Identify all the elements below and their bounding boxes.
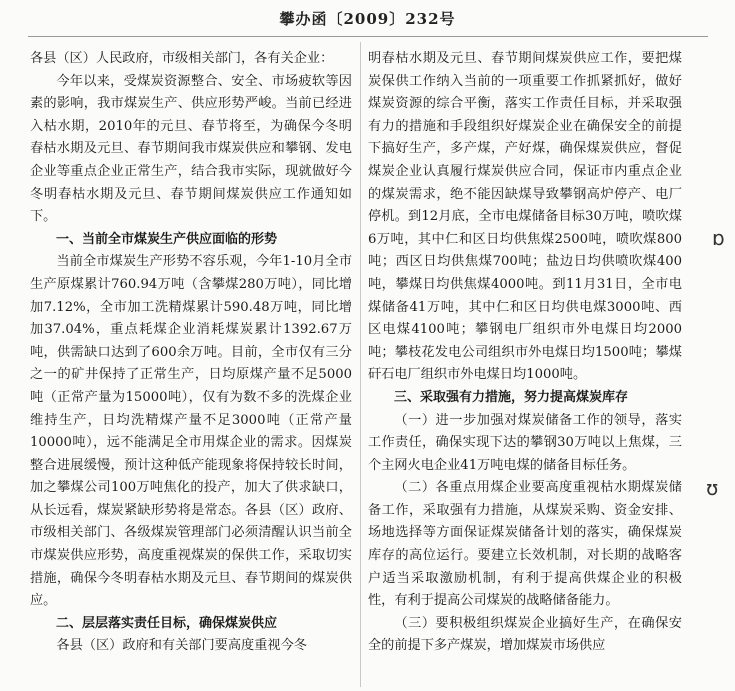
margin-mark-2: ʊ xyxy=(706,476,719,500)
section-heading-3: 三、采取强有力措施，努力提高煤炭库存 xyxy=(394,389,629,405)
section-2-paragraph-cont: 明春枯水期及元旦、春节期间煤炭供应工作，要把煤炭保供工作纳入当前的一项重要工作抓紧抓好，做好煤炭资源的综合平衡，落实工作责任目标，并采取强有力的措施和手段组织好煤炭企业在确保安全的前提下搞好生产，多产煤，产好煤，确保煤炭供应，督促煤炭企业认真履行煤炭供应合同，保证市内重点企业的煤炭需求，绝不能因缺煤导致攀钢高炉停产、电厂停机。到12月底，全市电煤储备目标30万吨，喷吹煤6万吨，其中仁和区日均供焦煤2500吨，喷吹煤800吨；西区日均供焦煤700吨；盐边日均供喷吹煤400吨，攀煤日均供焦煤4000吨。到11月31日，全市电煤储备41万吨，其中仁和区日均供电煤3000吨、西区电煤4100吨；攀钢电厂组织市外电煤日均2000吨；攀枝花发电公司组织市外电煤日均1500吨；攀煤矸石电厂组织市外电煤日均1000吨。 xyxy=(368,51,682,383)
document-number: 攀办函〔2009〕232号 xyxy=(279,10,456,28)
section-heading-2: 二、层层落实责任目标，确保煤炭供应 xyxy=(56,615,278,631)
section-3-item-2: （二）各重点用煤企业要高度重视枯水期煤炭储备工作，采取强有力措施，从煤炭采购、资金安排、场地选择等方面保证煤炭储备计划的落实，确保煤炭库存的高位运行。要建立长效机制，对长期的战略客户适当采取激励机制，有利于提高供煤企业的积极性，有利于提高公司煤炭的战略储备能力。 xyxy=(368,480,682,609)
section-3-item-1: （一）进一步加强对煤炭储备工作的领导，落实工作责任，确保实现下达的攀钢30万吨以上焦煤，三个主网火电企业41万吨电煤的储备目标任务。 xyxy=(368,412,682,473)
intro-paragraph: 今年以来，受煤炭资源整合、安全、市场疲软等因素的影响，我市煤炭生产、供应形势严峻。当前已经进入枯水期，2010年的元旦、春节将至，为确保今冬明春枯水期及元旦、春节期间我市煤炭供应和攀钢、发电企业等重点企业正常生产，结合我市实际，现就做好今冬明春枯水期及元旦、春节期间煤炭供应工作通知如下。 xyxy=(30,73,352,225)
section-1-paragraph: 当前全市煤炭生产形势不容乐观，今年1-10月全市生产原煤累计760.94万吨（含攀煤280万吨），同比增加7.12%，全市加工洗精煤累计590.48万吨，同比增加37.04%，重点耗煤企业消耗煤炭累计1392.67万吨，供需缺口达到了600余万吨。目前，全市仅有三分之一的矿井保持了正常生产，日均原煤产量不足5000吨（正常产量为15000吨），仅有为数不多的洗煤企业维持生产，日均洗精煤产量不足3000吨（正常产量10000吨），远不能满足全市用煤企业的需求。因煤炭整合进展缓慢，预计这种低产能现象将保持较长时间，加之攀煤公司100万吨焦化的投产，加大了供求缺口，从长远看，煤炭紧缺形势将是常态。各县（区）政府、市级相关部门、各级煤炭管理部门必须清醒认识当前全市煤炭供应形势，高度重视煤炭的保供工作，采取切实措施，确保今冬明春枯水期及元旦、春节期间的煤炭供应。 xyxy=(30,254,352,609)
margin-mark-1: ɒ xyxy=(712,226,725,250)
salutation: 各县（区）人民政府，市级相关部门，各有关企业： xyxy=(30,51,334,66)
header-divider xyxy=(28,36,708,37)
section-3-item-3: （三）要积极组织煤炭企业搞好生产，在确保安全的前提下多产煤炭，增加煤炭市场供应 xyxy=(368,615,682,654)
column-divider xyxy=(360,42,361,687)
section-2-paragraph-start: 各县（区）政府和有关部门要高度重视今冬 xyxy=(56,638,307,654)
right-column xyxy=(368,48,682,658)
left-column xyxy=(30,48,352,658)
section-heading-1: 一、当前全市煤炭生产供应面临的形势 xyxy=(56,231,278,247)
